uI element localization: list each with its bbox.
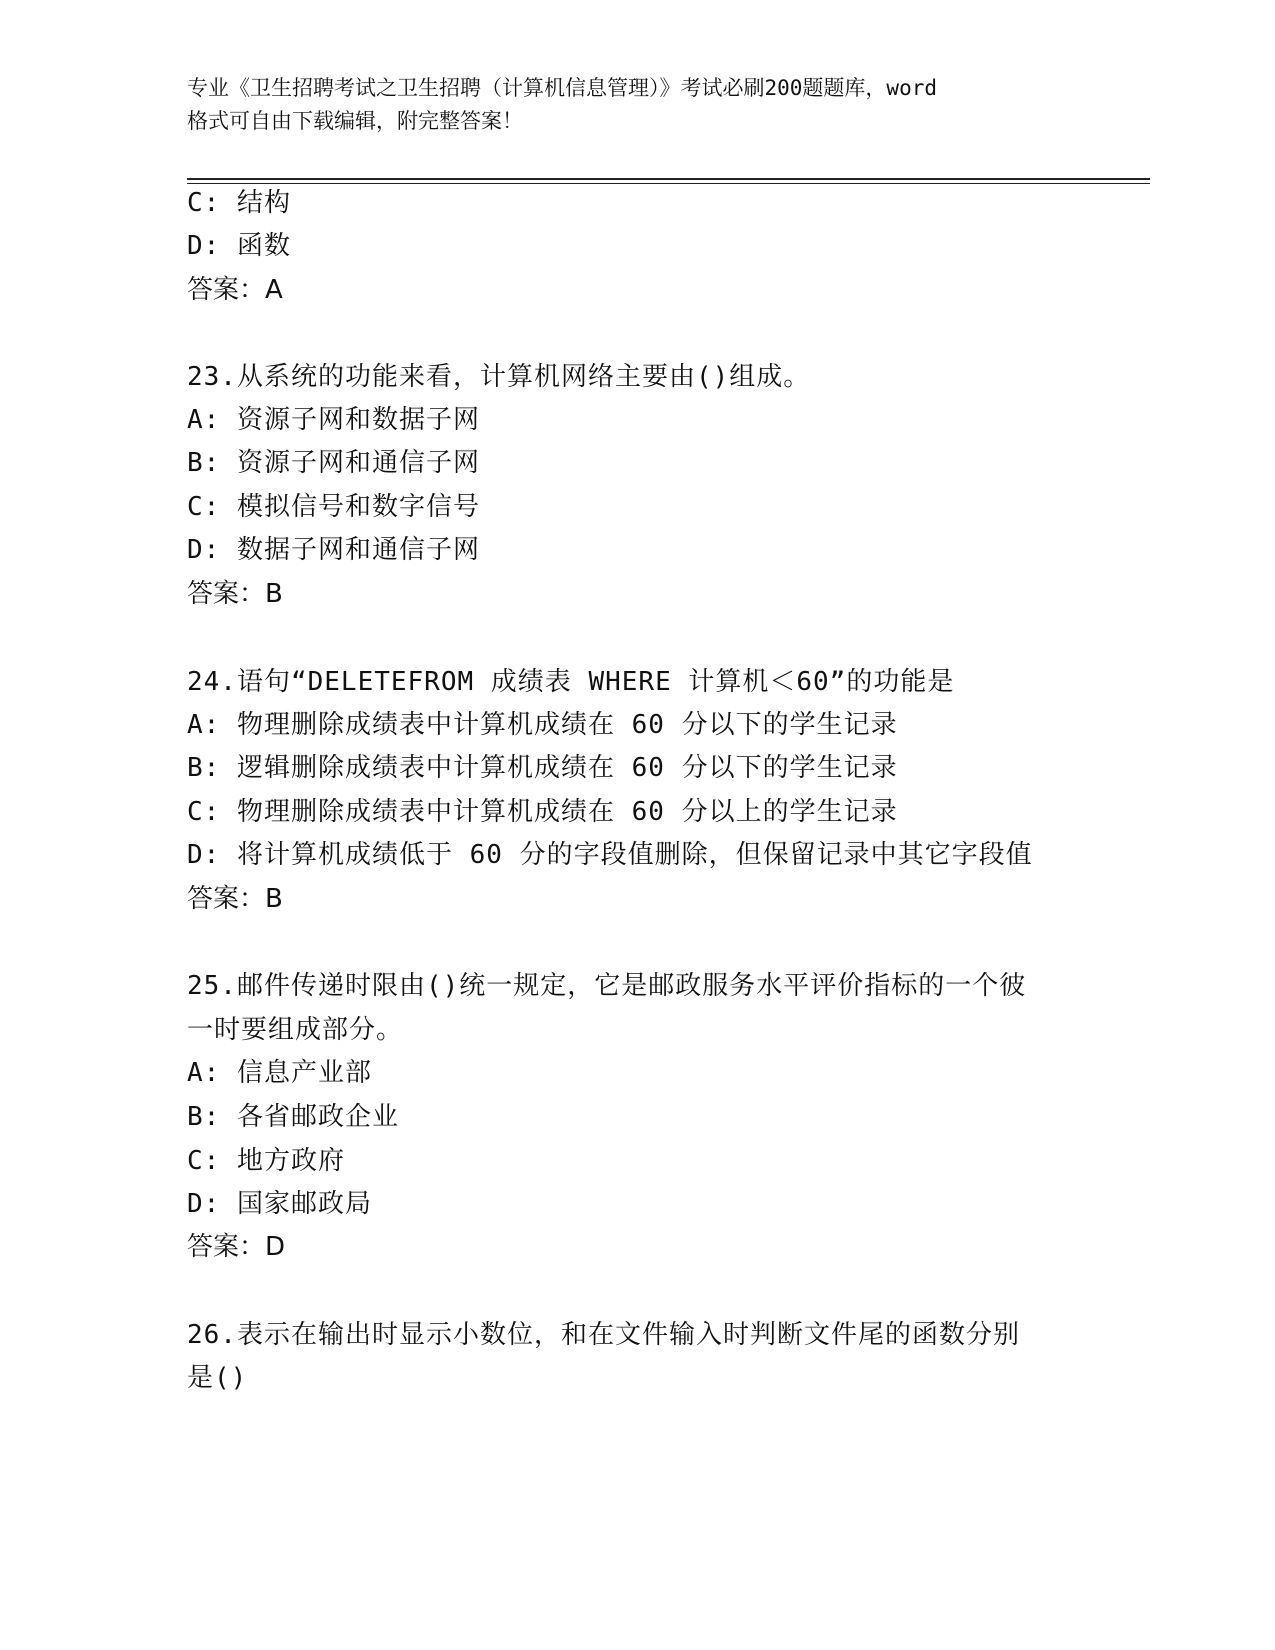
q24-option-a: A: 物理删除成绩表中计算机成绩在 60 分以下的学生记录 <box>187 710 898 740</box>
q26-question-line-2: 是() <box>187 1363 248 1393</box>
q24-option-d: D: 将计算机成绩低于 60 分的字段值删除，但保留记录中其它字段值 <box>187 840 1033 870</box>
q24-option-c: C: 物理删除成绩表中计算机成绩在 60 分以上的学生记录 <box>187 797 898 827</box>
header-line-2: 格式可自由下载编辑，附完整答案！ <box>187 109 523 133</box>
q23-question: 23.从系统的功能来看，计算机网络主要由()组成。 <box>187 362 811 392</box>
q23-option-c: C: 模拟信号和数字信号 <box>187 492 480 522</box>
q25-option-a: A: 信息产业部 <box>187 1058 372 1088</box>
q23-option-b: B: 资源子网和通信子网 <box>187 448 480 478</box>
q25-answer: 答案：D <box>187 1232 286 1262</box>
q23-answer: 答案：B <box>187 579 283 609</box>
q23-option-a: A: 资源子网和数据子网 <box>187 405 480 435</box>
q24-answer: 答案：B <box>187 884 283 914</box>
q23-option-d: D: 数据子网和通信子网 <box>187 535 480 565</box>
q25-option-c: C: 地方政府 <box>187 1146 345 1176</box>
q22-option-d: D: 函数 <box>187 231 291 261</box>
q24-question: 24.语句“DELETEFROM 成绩表 WHERE 计算机＜60”的功能是 <box>187 667 955 697</box>
q25-question-line-2: 一时要组成部分。 <box>187 1015 404 1045</box>
q25-option-b: B: 各省邮政企业 <box>187 1102 399 1132</box>
q25-question-line-1: 25.邮件传递时限由()统一规定，它是邮政服务水平评价指标的一个彼 <box>187 971 1027 1001</box>
header-line-1: 专业《卫生招聘考试之卫生招聘（计算机信息管理）》考试必刷200题题库，word <box>187 76 937 100</box>
document-header <box>187 72 1087 138</box>
q26-question-line-1: 26.表示在输出时显示小数位，和在文件输入时判断文件尾的函数分别 <box>187 1320 1020 1350</box>
q25-option-d: D: 国家邮政局 <box>187 1189 372 1219</box>
q22-option-c: C: 结构 <box>187 188 291 218</box>
q22-answer: 答案：A <box>187 275 283 305</box>
header-divider-thin <box>187 183 1150 184</box>
header-divider <box>187 178 1150 180</box>
q24-option-b: B: 逻辑删除成绩表中计算机成绩在 60 分以下的学生记录 <box>187 753 898 783</box>
